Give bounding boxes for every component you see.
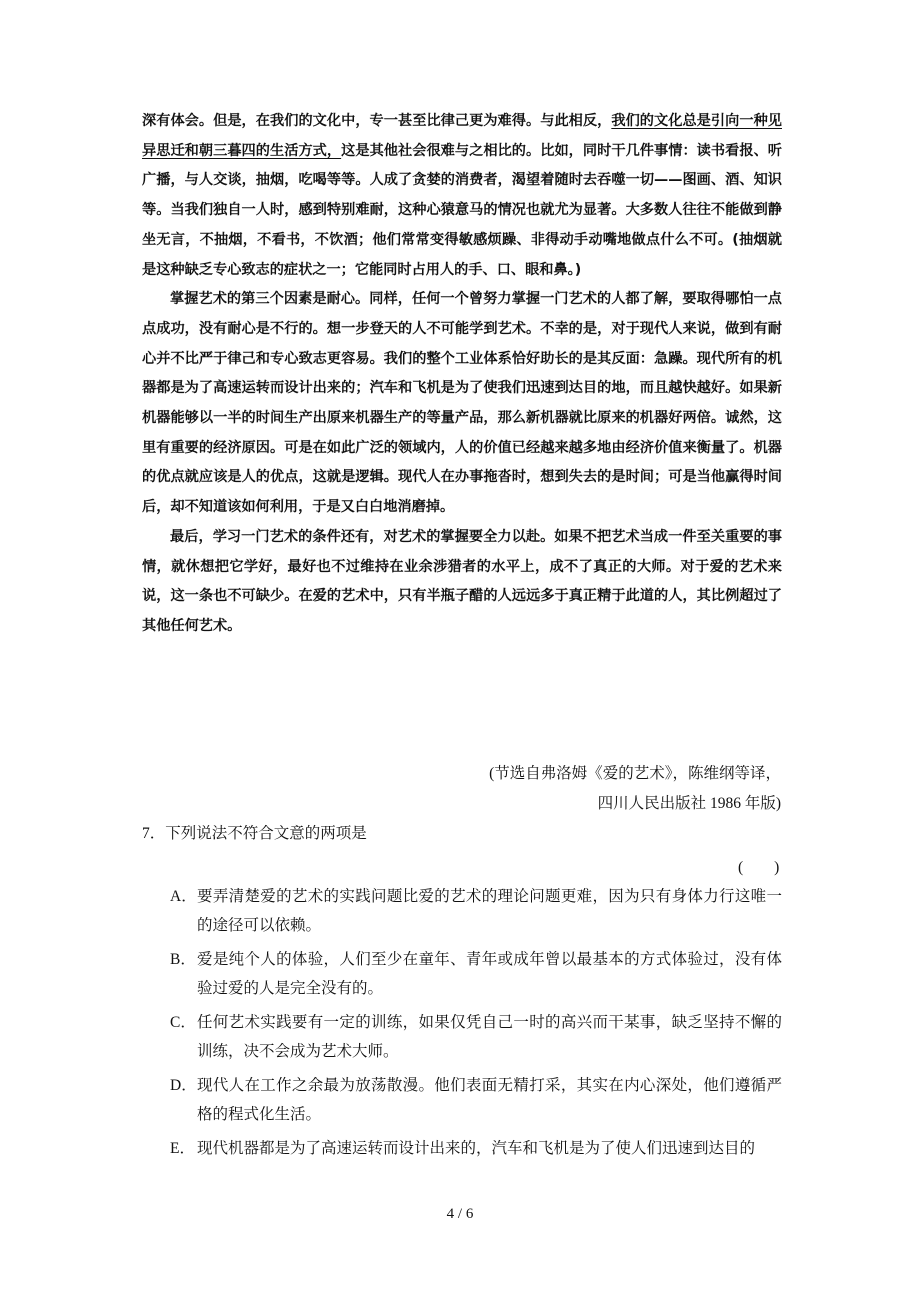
reading-passage bbox=[142, 107, 782, 642]
option-c bbox=[170, 1008, 782, 1066]
underlined-sentence: 我们的文化总是引向一种见异思迁和朝三暮四的生活方式， bbox=[142, 113, 782, 159]
paragraph-1-text-b: 这是其他社会很难与之相比的。比如，同时干几件事情：读书看报、听广播，与人交谈，抽烟，吃喝等等。人成了贪婪的消费者，渴望着随时去吞噬一切——图画、酒、知识等。当我们独自一人时，感到特别难耐，这种心猿意马的情况也就尤为显著。大多数人往往不能做到静坐无言，不抽烟，不看书，不饮酒；他们常常变得敏感烦躁、非得动手动嘴地做点什么不可。(抽烟就是这种缺乏专心致志的症状之一；它能同时占用人的手、口、眼和鼻。) bbox=[142, 142, 782, 278]
option-text: 任何艺术实践要有一定的训练，如果仅凭自己一时的高兴而干某事，缺乏坚持不懈的训练，决不会成为艺术大师。 bbox=[197, 1014, 782, 1060]
page-number: 4 / 6 bbox=[446, 1206, 474, 1222]
option-d bbox=[170, 1071, 782, 1129]
option-letter: B． bbox=[170, 951, 196, 968]
option-letter: A． bbox=[170, 888, 197, 905]
source-line-2: 四川人民出版社 1986 年版) bbox=[597, 794, 781, 812]
answer-options bbox=[170, 882, 782, 1168]
option-letter: E． bbox=[170, 1140, 195, 1157]
source-line-1: (节选自弗洛姆《爱的艺术》，陈维纲等译， bbox=[489, 765, 781, 782]
option-text: 现代机器都是为了高速运转而设计出来的，汽车和飞机是为了使人们迅速到达目的 bbox=[197, 1140, 756, 1157]
passage-paragraph-1 bbox=[142, 107, 782, 285]
paragraph-1-text-a: 深有体会。但是，在我们的文化中，专一甚至比律己更为难得。与此相反， bbox=[142, 113, 612, 129]
option-text: 爱是纯个人的体验，人们至少在童年、青年或成年曾以最基本的方式体验过，没有体验过爱的人是完全没有的。 bbox=[197, 951, 782, 997]
source-citation bbox=[489, 759, 781, 818]
option-text: 要弄清楚爱的艺术的实践问题比爱的艺术的理论问题更难，因为只有身体力行这唯一的途径可以依赖。 bbox=[197, 888, 782, 934]
passage-paragraph-2: 掌握艺术的第三个因素是耐心。同样，任何一个曾努力掌握一门艺术的人都了解，要取得哪怕一点点成功，没有耐心是不行的。想一步登天的人不可能学到艺术。不幸的是，对于现代人来说，做到有耐心并不比严于律己和专心致志更容易。我们的整个工业体系恰好助长的是其反面：急躁。现代所有的机器都是为了高速运转而设计出来的；汽车和飞机是为了使我们迅速到达目的地，而且越快越好。如果新机器能够以一半的时间生产出原来机器生产的等量产品，那么新机器就比原来的机器好两倍。诚然，这里有重要的经济原因。可是在如此广泛的领域内，人的价值已经越来越多地由经济价值来衡量了。机器的优点就应该是人的优点，这就是逻辑。现代人在办事拖沓时，想到失去的是时间；可是当他赢得时间后，却不知道该如何利用，于是又白白地消磨掉。 bbox=[142, 291, 782, 516]
option-b bbox=[170, 945, 782, 1003]
question-stem: 7．下列说法不符合文意的两项是 bbox=[142, 825, 367, 842]
option-letter: D． bbox=[170, 1077, 197, 1094]
option-text: 现代人在工作之余最为放荡散漫。他们表面无精打采，其实在内心深处，他们遵循严格的程式化生活。 bbox=[197, 1077, 782, 1123]
passage-paragraph-3: 最后，学习一门艺术的条件还有，对艺术的掌握要全力以赴。如果不把艺术当成一件至关重要的事情，就休想把它学好，最好也不过维持在业余涉猎者的水平上，成不了真正的大师。对于爱的艺术来说，这一条也不可缺少。在爱的艺术中，只有半瓶子醋的人远远多于真正精于此道的人，其比例超过了其他任何艺术。 bbox=[142, 528, 782, 634]
option-a bbox=[170, 882, 782, 940]
option-e bbox=[170, 1134, 782, 1163]
option-letter: C． bbox=[170, 1014, 196, 1031]
answer-blank: ( ) bbox=[738, 859, 780, 876]
